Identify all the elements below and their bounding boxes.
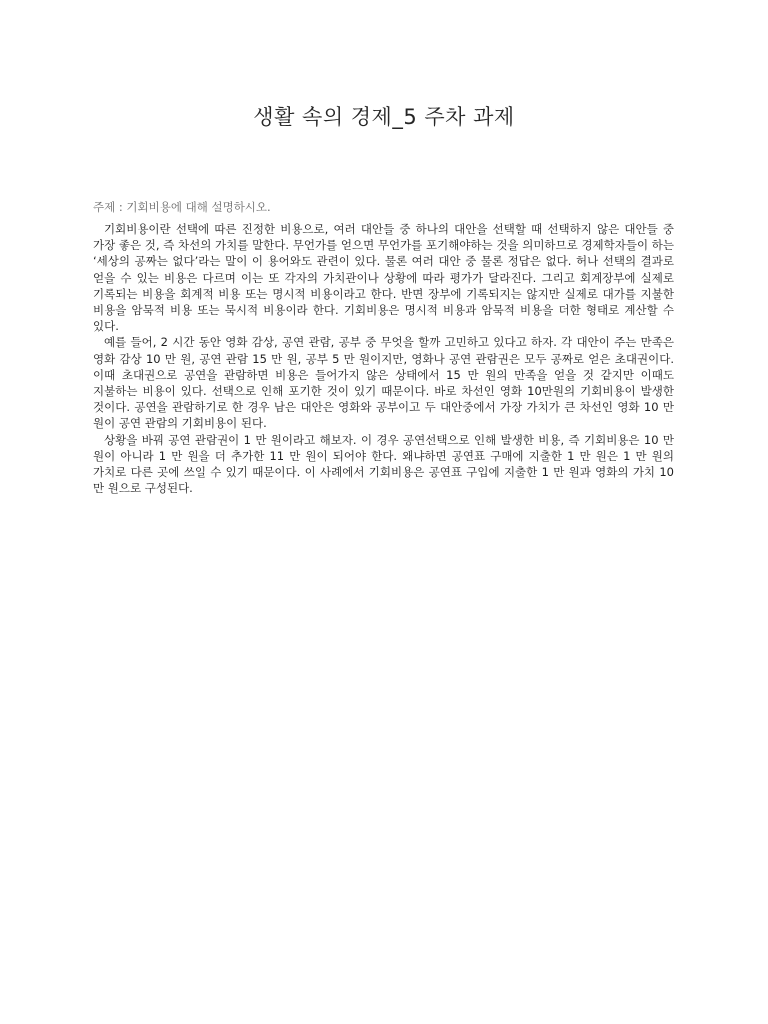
body-paragraph-3: 상황을 바꿔 공연 관람권이 1 만 원이라고 해보자. 이 경우 공연선택으로 인해 발생한 비용, 즉 기회비용은 10 만 원이 아니라 1 만 원을 더 추가한 11 만 원이 되어야 한다. 왜냐하면 공연표 구매에 지출한 1 만 원은 1 만 원의 가치로 다른 곳에 쓰일 수 있기 때문이다. 이 사례에서 기회비용은 공연표 구입에 지출한 1 만 원과 영화의 가치 10 만 원으로 구성된다. [93, 432, 674, 496]
assignment-topic: 주제 : 기회비용에 대해 설명하시오. [93, 200, 271, 214]
document-body [93, 221, 674, 496]
body-paragraph-2: 예를 들어, 2 시간 동안 영화 감상, 공연 관람, 공부 중 무엇을 할까 고민하고 있다고 하자. 각 대안이 주는 만족은 영화 감상 10 만 원, 공연 관람 15 만 원, 공부 5 만 원이지만, 영화나 공연 관람권은 모두 공짜로 얻은 초대권이다. 이때 초대권으로 공연을 관람하면 비용은 들어가지 않은 상태에서 15 만 원의 만족을 얻을 것 같지만 이때도 지불하는 비용이 있다. 선택으로 인해 포기한 것이 있기 때문이다. 바로 차선인 영화 10만원의 기회비용이 발생한 것이다. 공연을 관람하기로 한 경우 남은 대안은 영화와 공부이고 두 대안중에서 가장 가치가 큰 차선인 영화 10 만 원이 공연 관람의 기회비용이 된다. [93, 335, 674, 431]
document-title: 생활 속의 경제_5 주차 과제 [253, 105, 515, 129]
body-paragraph-1: 기회비용이란 선택에 따른 진정한 비용으로, 여러 대안들 중 하나의 대안을 선택할 때 선택하지 않은 대안들 중 가장 좋은 것, 즉 차선의 가치를 말한다. 무언가를 얻으면 무언가를 포기해야하는 것을 의미하므로 경제학자들이 하는 ‘세상의 공짜는 없다’라는 말이 이 용어와도 관련이 있다. 물론 여러 대안 중 물론 정답은 없다. 허나 선택의 결과로 얻을 수 있는 비용은 다르며 이는 또 각자의 가치관이나 상황에 따라 평가가 달라진다. 그리고 회계장부에 실제로 기록되는 비용을 회계적 비용 또는 명시적 비용이라고 한다. 반면 장부에 기록되지는 않지만 실제로 대가를 지불한 비용을 암묵적 비용 또는 묵시적 비용이라 한다. 기회비용은 명시적 비용과 암묵적 비용을 더한 형태로 계산할 수 있다. [93, 222, 674, 334]
